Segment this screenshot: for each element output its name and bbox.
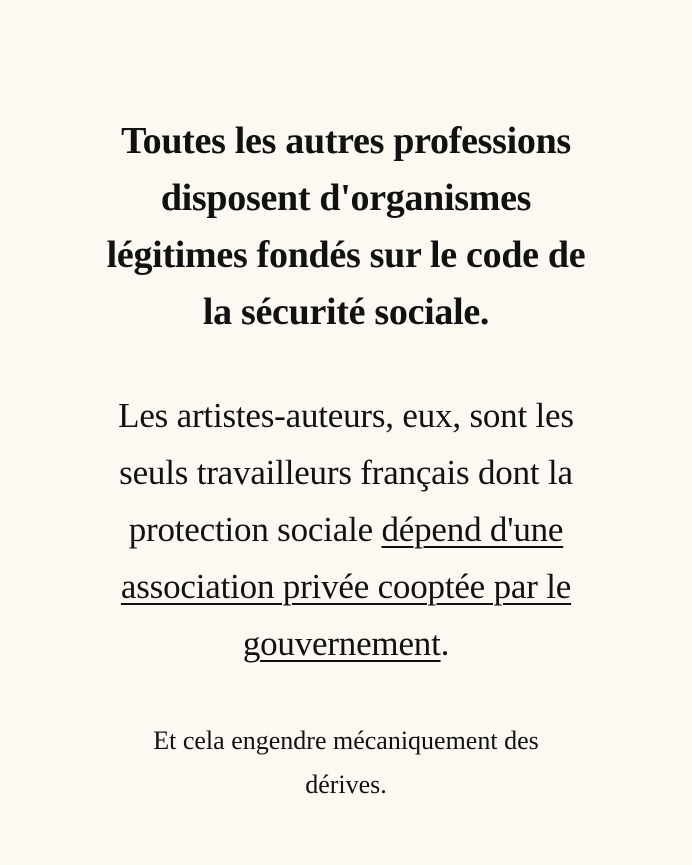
body-line-3-underlined: dépend d'une bbox=[381, 510, 564, 549]
footer-conclusion bbox=[40, 719, 652, 807]
body-line-2: seuls travailleurs français dont la bbox=[119, 453, 573, 492]
heading-line-2: disposent d'organismes bbox=[160, 177, 532, 219]
body-line-5-underlined: gouvernement bbox=[242, 624, 441, 663]
body-line-3-plain: protection sociale bbox=[128, 510, 382, 549]
footer-line-1: Et cela engendre mécaniquement des bbox=[153, 726, 539, 755]
body-paragraph bbox=[30, 387, 662, 672]
heading-line-3: légitimes fondés sur le code de bbox=[106, 234, 586, 276]
body-line-1: Les artistes-auteurs, eux, sont les bbox=[118, 396, 574, 435]
body-line-4-underlined: association privée cooptée par le bbox=[120, 567, 572, 606]
body-line-5-end: . bbox=[440, 624, 450, 663]
heading-line-4: la sécurité sociale. bbox=[202, 291, 490, 333]
footer-line-2: dérives. bbox=[305, 770, 387, 799]
heading-line-1: Toutes les autres professions bbox=[121, 120, 571, 162]
heading-statement bbox=[30, 113, 662, 341]
